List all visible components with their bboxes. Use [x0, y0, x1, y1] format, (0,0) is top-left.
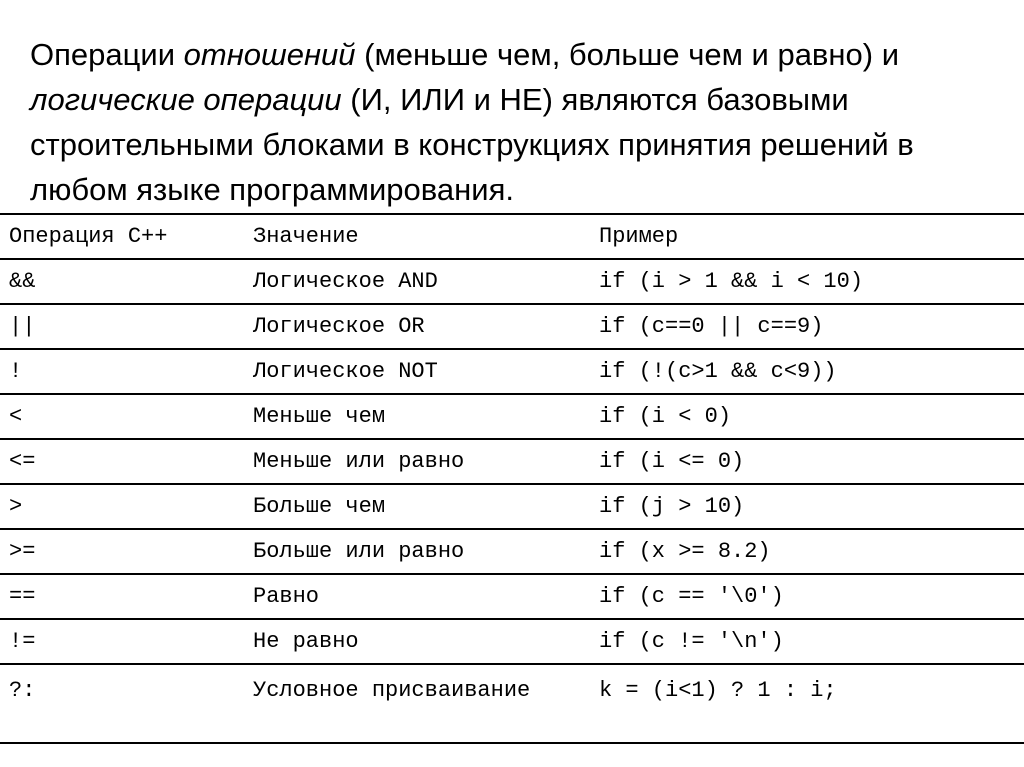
operator-cell: <=	[0, 439, 253, 484]
table-row	[0, 349, 1024, 394]
example-cell: if (c==0 || c==9)	[599, 304, 1024, 349]
operator-cell: <	[0, 394, 253, 439]
operator-cell: !=	[0, 619, 253, 664]
meaning-cell: Логическое AND	[253, 259, 599, 304]
table-row	[0, 529, 1024, 574]
intro-paragraph	[30, 32, 1010, 212]
table-row	[0, 394, 1024, 439]
table-row	[0, 664, 1024, 743]
intro-text-3: (И, ИЛИ и НЕ) являются базовыми строительными блоками в конструкциях принятия решений в любом языке программирования.	[30, 82, 914, 207]
meaning-cell: Меньше чем	[253, 394, 599, 439]
example-cell: if (c == '\0')	[599, 574, 1024, 619]
example-cell: if (i > 1 && i < 10)	[599, 259, 1024, 304]
intro-text-1: Операции	[30, 37, 184, 72]
operator-cell: ==	[0, 574, 253, 619]
intro-term-relational: отношений	[183, 37, 356, 72]
meaning-cell: Равно	[253, 574, 599, 619]
operator-cell: &&	[0, 259, 253, 304]
header-meaning: Значение	[253, 214, 599, 259]
meaning-cell: Логическое NOT	[253, 349, 599, 394]
example-cell: if (c != '\n')	[599, 619, 1024, 664]
operator-cell: >=	[0, 529, 253, 574]
meaning-cell: Меньше или равно	[253, 439, 599, 484]
table-row	[0, 619, 1024, 664]
operator-cell: >	[0, 484, 253, 529]
meaning-cell: Больше чем	[253, 484, 599, 529]
operator-cell: ||	[0, 304, 253, 349]
example-cell: k = (i<1) ? 1 : i;	[599, 664, 1024, 743]
example-cell: if (j > 10)	[599, 484, 1024, 529]
table-row	[0, 484, 1024, 529]
operator-cell: ?:	[0, 664, 253, 743]
header-operation: Операция C++	[0, 214, 253, 259]
table-row	[0, 439, 1024, 484]
example-cell: if (i < 0)	[599, 394, 1024, 439]
table-row	[0, 259, 1024, 304]
example-cell: if (!(c>1 && c<9))	[599, 349, 1024, 394]
header-example: Пример	[599, 214, 1024, 259]
operator-cell: !	[0, 349, 253, 394]
example-cell: if (x >= 8.2)	[599, 529, 1024, 574]
meaning-cell: Логическое OR	[253, 304, 599, 349]
table-row	[0, 304, 1024, 349]
meaning-cell: Больше или равно	[253, 529, 599, 574]
intro-text-2: (меньше чем, больше чем и равно) и	[355, 37, 900, 72]
example-cell: if (i <= 0)	[599, 439, 1024, 484]
table-header-row	[0, 214, 1024, 259]
meaning-cell: Условное присваивание	[253, 664, 599, 743]
operators-table	[0, 213, 1024, 744]
table-row	[0, 574, 1024, 619]
meaning-cell: Не равно	[253, 619, 599, 664]
intro-term-logical: логические операции	[30, 82, 342, 117]
